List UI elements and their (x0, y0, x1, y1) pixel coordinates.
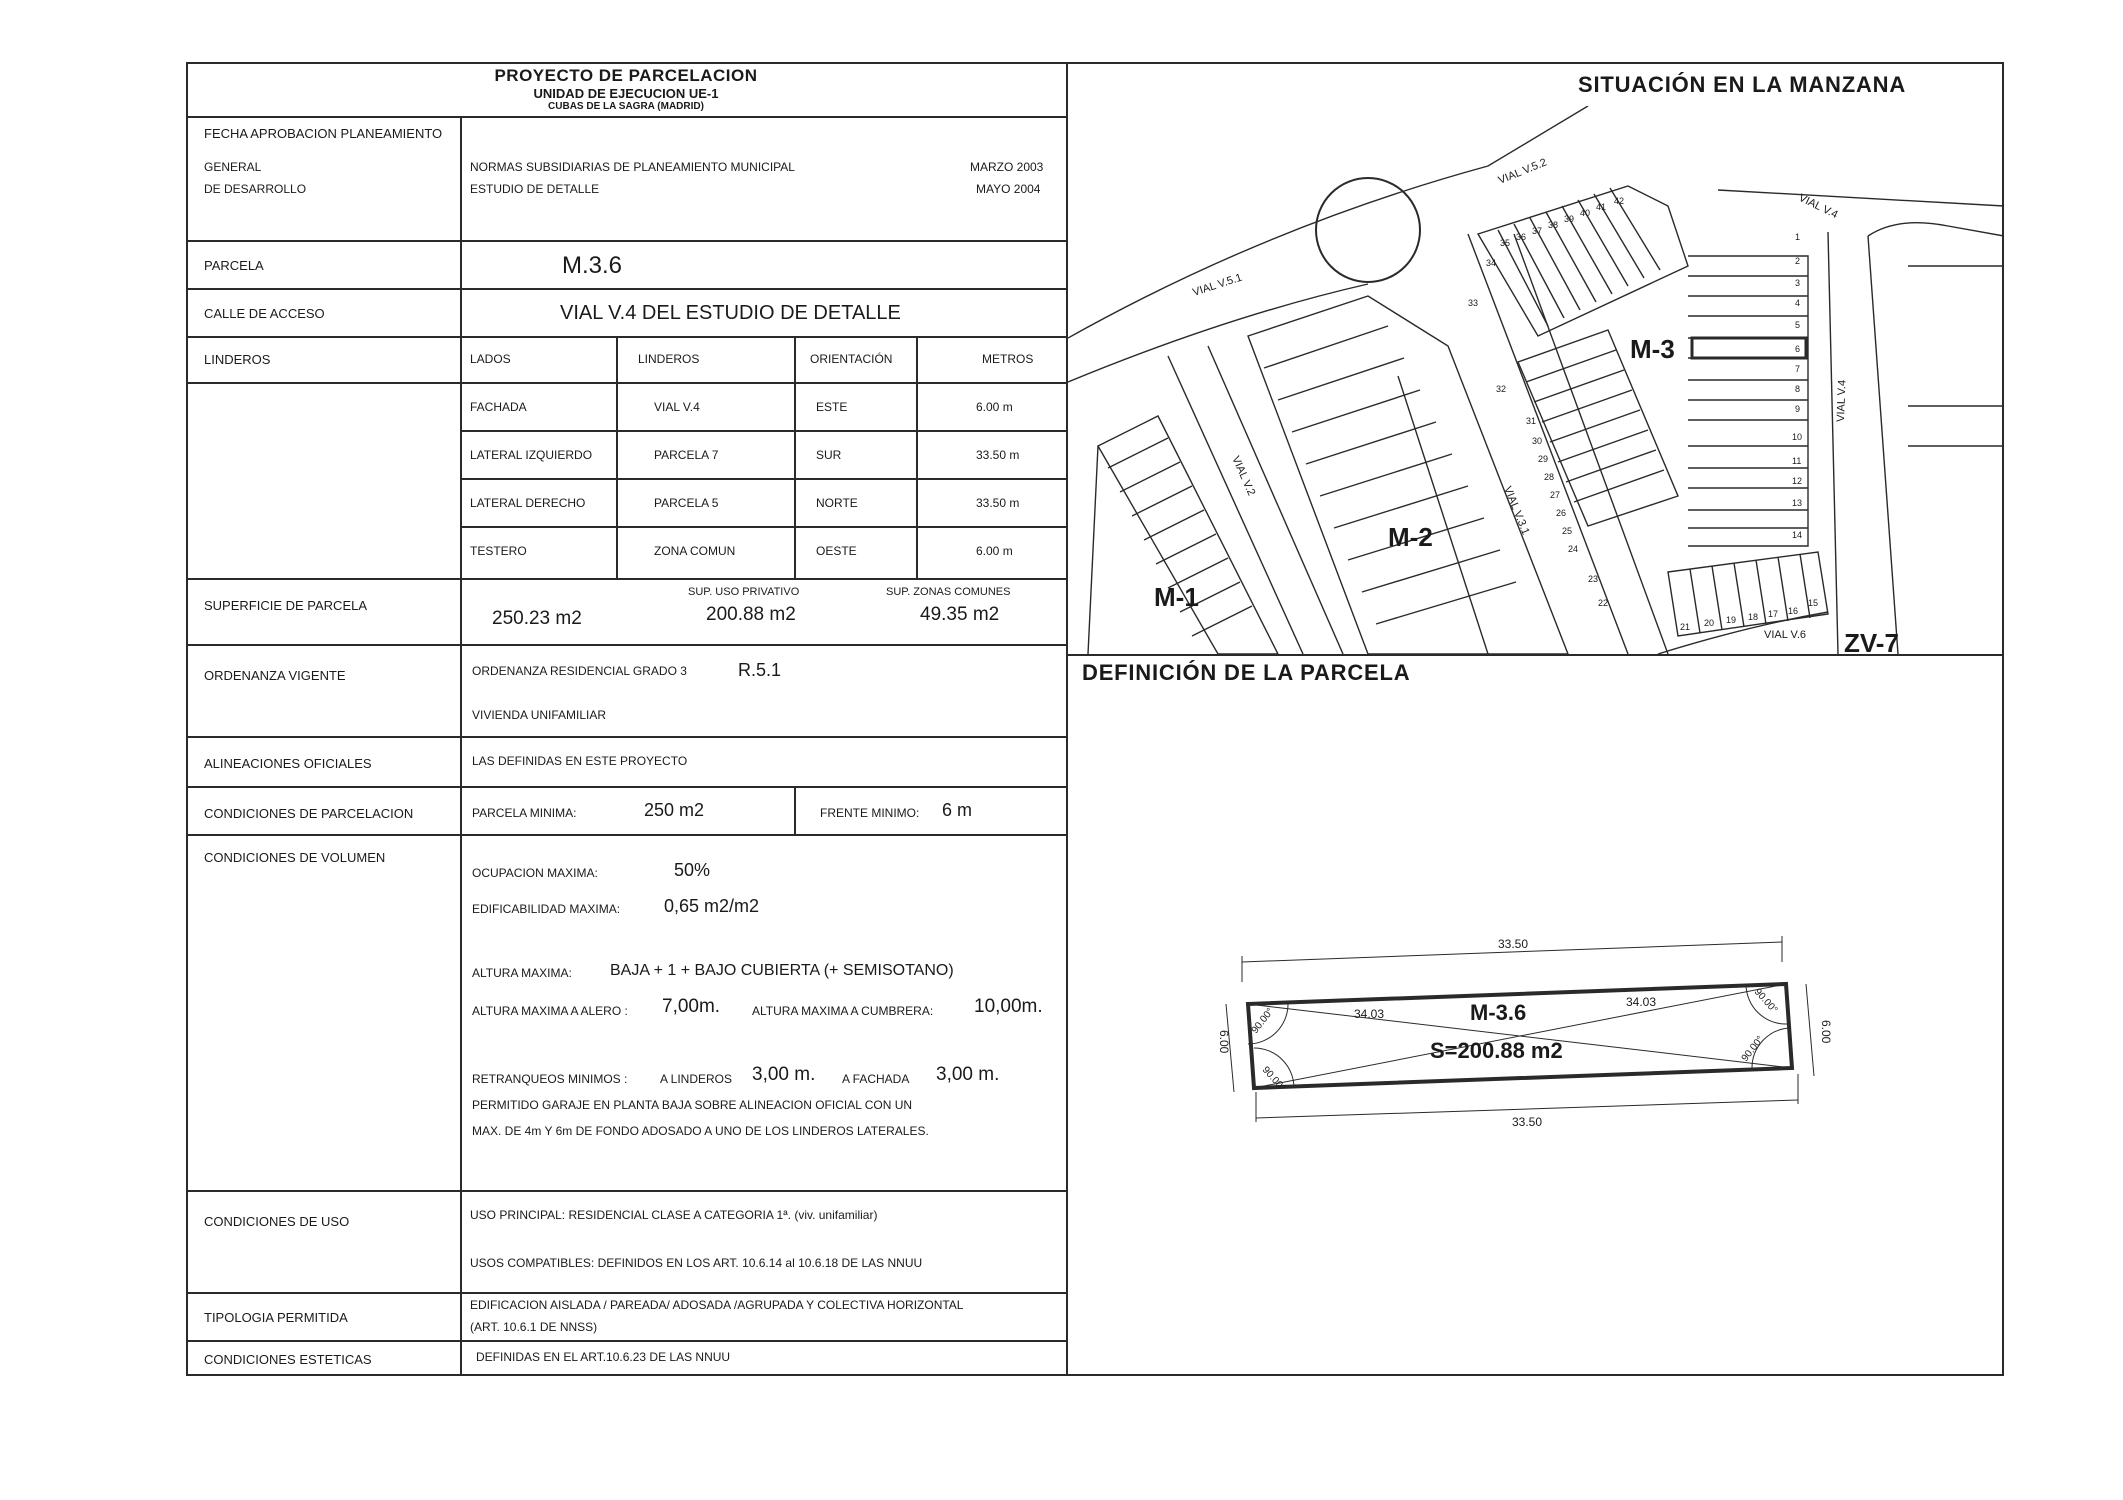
lot-28: 28 (1544, 472, 1555, 482)
linderos-line-3 (460, 526, 1066, 528)
retranqueo-fachada-value: 3,00 m. (936, 1064, 1000, 1085)
lot-31: 31 (1526, 416, 1537, 426)
row-acceso (186, 290, 1066, 338)
retranqueos-label: RETRANQUEOS MINIMOS : (472, 1072, 628, 1086)
superficie-top-line (186, 578, 1066, 580)
lot-9: 9 (1795, 404, 1801, 414)
ordenanza-label: ORDENANZA VIGENTE (204, 668, 346, 683)
superficie-total: 250.23 m2 (492, 608, 582, 629)
situacion-title: SITUACIÓN EN LA MANZANA (1578, 72, 1907, 97)
document-title: PROYECTO DE PARCELACION (494, 66, 758, 85)
retranqueo-fachada-label: A FACHADA (842, 1072, 910, 1086)
alero-label: ALTURA MAXIMA A ALERO : (472, 1004, 628, 1018)
lot-40: 40 (1580, 208, 1591, 218)
row-esteticas (186, 1342, 1066, 1376)
acceso-value: VIAL V.4 DEL ESTUDIO DE DETALLE (560, 302, 901, 324)
lindero-row-1-lado: FACHADA (470, 400, 527, 414)
lot-23: 23 (1588, 574, 1599, 584)
alero-value: 7,00m. (662, 996, 721, 1017)
dim-bottom-label: 33.50 (1512, 1115, 1543, 1129)
linderos-header-lados: LADOS (470, 352, 511, 366)
parcela-minima-value: 250 m2 (644, 800, 705, 820)
col-divider (460, 1192, 462, 1292)
linderos-header-linderos: LINDEROS (638, 352, 700, 366)
lindero-row-4-lindero: ZONA COMUN (654, 544, 736, 558)
lindero-row-3-orientacion: NORTE (816, 496, 858, 510)
col-divider (460, 290, 462, 336)
row-alineaciones (186, 738, 1066, 788)
parcela-minima-label: PARCELA MINIMA: (472, 806, 577, 820)
lot-24: 24 (1568, 544, 1579, 554)
lot-34: 34 (1486, 258, 1497, 268)
block-m2-label: M-2 (1388, 522, 1433, 552)
frente-minimo-label: FRENTE MINIMO: (820, 806, 920, 820)
superficie-comunes-label: SUP. ZONAS COMUNES (886, 586, 1011, 598)
row-parcelacion (186, 788, 1066, 836)
situacion-map (1068, 106, 2004, 654)
m3-right-parcels (1688, 256, 1808, 546)
lindero-row-4-lado: TESTERO (470, 544, 527, 558)
m2-parcels (1248, 296, 1568, 654)
volumen-label: CONDICIONES DE VOLUMEN (204, 850, 386, 865)
row-uso (186, 1192, 1066, 1294)
vial-v4-curve (1868, 223, 2004, 236)
parcel-area: S=200.88 m2 (1430, 1038, 1563, 1063)
vial-v31-label: VIAL V.3.1 (1501, 484, 1532, 537)
lindero-row-2-lindero: PARCELA 7 (654, 448, 719, 462)
linderos-header-line (186, 382, 1066, 384)
vial-v31-edge-1 (1468, 234, 1628, 654)
lot-38: 38 (1548, 220, 1559, 230)
col-divider (460, 836, 462, 1190)
ordenanza-tipo: VIVIENDA UNIFAMILIAR (472, 708, 607, 722)
col-divider (460, 738, 462, 786)
tipologia-line-2: (ART. 10.6.1 DE NNSS) (470, 1320, 598, 1334)
col-divider (460, 646, 462, 736)
garaje-line-1: PERMITIDO GARAJE EN PLANTA BAJA SOBRE ALINEACION OFICIAL CON UN (472, 1098, 913, 1112)
lot-25: 25 (1562, 526, 1573, 536)
alineaciones-value: LAS DEFINIDAS EN ESTE PROYECTO (472, 754, 688, 768)
altura-label: ALTURA MAXIMA: (472, 966, 572, 980)
vial-v4-top (1718, 190, 2004, 206)
row-parcela (186, 242, 1066, 290)
desarrollo-date: MAYO 2004 (976, 182, 1041, 196)
row-ordenanza (186, 646, 1066, 738)
general-label: GENERAL (204, 160, 262, 174)
lindero-row-1-orientacion: ESTE (816, 400, 848, 414)
linderos-header-metros: METROS (982, 352, 1034, 366)
lot-6: 6 (1795, 344, 1801, 354)
lot-35: 35 (1500, 238, 1511, 248)
superficie-comunes: 49.35 m2 (920, 604, 1000, 625)
row-linderos (186, 338, 1066, 646)
lindero-row-3-metros: 33.50 m (976, 496, 1020, 510)
parcelacion-vline (794, 788, 796, 836)
lot-20: 20 (1704, 618, 1715, 628)
roundabout (1316, 178, 1420, 282)
block-zv7-label: ZV-7 (1844, 628, 1899, 654)
lot-42: 42 (1614, 196, 1625, 206)
col-divider (460, 1294, 462, 1340)
linderos-vline-2 (794, 338, 796, 578)
ordenanza-text: ORDENANZA RESIDENCIAL GRADO 3 (472, 664, 687, 678)
lot-3: 3 (1795, 278, 1801, 288)
lot-30: 30 (1532, 436, 1543, 446)
lot-19: 19 (1726, 615, 1737, 625)
vial-v6-label: VIAL V.6 (1764, 629, 1806, 641)
general-date: MARZO 2003 (970, 160, 1044, 174)
parcel-definition-drawing (1206, 922, 1846, 1142)
linderos-line-2 (460, 478, 1066, 480)
uso-label: CONDICIONES DE USO (204, 1214, 350, 1229)
lindero-row-1-metros: 6.00 m (976, 400, 1013, 414)
block-m1-label: M-1 (1154, 582, 1199, 612)
lot-18: 18 (1748, 612, 1759, 622)
lot-8: 8 (1795, 384, 1801, 394)
planeamiento-label: FECHA APROBACION PLANEAMIENTO (204, 126, 443, 141)
panel-divider (1066, 654, 2004, 656)
desarrollo-label: DE DESARROLLO (204, 182, 307, 196)
lindero-row-4-orientacion: OESTE (816, 544, 857, 558)
retranqueo-linderos-value: 3,00 m. (752, 1064, 816, 1085)
lot-29: 29 (1538, 454, 1549, 464)
highlighted-parcel-6 (1692, 338, 1806, 358)
edificabilidad-value: 0,65 m2/m2 (664, 896, 760, 916)
angle-label-tr: 90.00° (1751, 986, 1780, 1016)
diag-2-label: 34.03 (1626, 995, 1657, 1009)
lot-26: 26 (1556, 508, 1567, 518)
lot-32: 32 (1496, 384, 1507, 394)
desarrollo-value: ESTUDIO DE DETALLE (470, 182, 600, 196)
cumbrera-label: ALTURA MAXIMA A CUMBRERA: (752, 1004, 934, 1018)
cumbrera-value: 10,00m. (974, 996, 1043, 1017)
lot-21: 21 (1680, 622, 1691, 632)
retranqueo-linderos-label: A LINDEROS (660, 1072, 733, 1086)
document-location: CUBAS DE LA SAGRA (MADRID) (548, 101, 704, 112)
dim-line-right (1806, 984, 1814, 1076)
document-sheet (186, 62, 2004, 1376)
lot-5: 5 (1795, 320, 1801, 330)
lot-41: 41 (1596, 202, 1607, 212)
lindero-row-2-metros: 33.50 m (976, 448, 1020, 462)
m3-bottom-parcels (1668, 552, 1828, 636)
parcela-label: PARCELA (204, 258, 264, 273)
linderos-label: LINDEROS (204, 352, 271, 367)
document-subtitle: UNIDAD DE EJECUCION UE-1 (533, 86, 719, 101)
parcelacion-label: CONDICIONES DE PARCELACION (204, 806, 414, 821)
lindero-row-4-metros: 6.00 m (976, 544, 1013, 558)
ocupacion-value: 50% (674, 860, 711, 880)
col-divider (460, 116, 462, 240)
esteticas-value: DEFINIDAS EN EL ART.10.6.23 DE LAS NNUU (476, 1350, 731, 1364)
vial-v2-label: VIAL V.2 (1229, 454, 1258, 498)
col-divider (460, 242, 462, 288)
lot-14: 14 (1792, 530, 1803, 540)
road-curve (1068, 106, 1591, 338)
angle-label-tl: 90.00° (1249, 1006, 1277, 1036)
alineaciones-label: ALINEACIONES OFICIALES (204, 756, 372, 771)
angle-label-br: 90.00° (1739, 1034, 1767, 1064)
lot-22: 22 (1598, 598, 1609, 608)
vial-v2-edge-2 (1208, 346, 1343, 654)
vial-v51-label: VIAL V.5.1 (1191, 271, 1244, 299)
altura-value: BAJA + 1 + BAJO CUBIERTA (+ SEMISOTANO) (610, 962, 954, 979)
m3-bottom-numbers (1680, 598, 1818, 632)
garaje-line-2: MAX. DE 4m Y 6m DE FONDO ADOSADO A UNO DE LOS LINDEROS LATERALES. (472, 1124, 929, 1138)
superficie-privado-label: SUP. USO PRIVATIVO (688, 586, 800, 598)
parcel-name: M-3.6 (1470, 1000, 1527, 1025)
vial-v4-top-label: VIAL V.4 (1796, 191, 1840, 222)
m3-right-numbers (1792, 232, 1802, 540)
row-planeamiento (186, 116, 1066, 242)
lot-7: 7 (1795, 364, 1801, 374)
superficie-privado: 200.88 m2 (706, 604, 796, 625)
block-m3-label: M-3 (1630, 334, 1675, 364)
ocupacion-label: OCUPACION MAXIMA: (472, 866, 598, 880)
vial-v4-edge-1 (1828, 232, 1838, 654)
col-divider (460, 788, 462, 834)
frente-minimo-value: 6 m (942, 800, 973, 820)
lindero-row-1-lindero: VIAL V.4 (654, 400, 700, 414)
parcela-value: M.3.6 (562, 252, 623, 279)
vial-v4-edge-2 (1868, 236, 1898, 654)
edificabilidad-label: EDIFICABILIDAD MAXIMA: (472, 902, 621, 916)
linderos-vline-1 (616, 338, 618, 578)
lot-12: 12 (1792, 476, 1803, 486)
lot-17: 17 (1768, 609, 1779, 619)
definicion-title: DEFINICIÓN DE LA PARCELA (1082, 660, 1411, 685)
ordenanza-code: R.5.1 (738, 660, 782, 680)
linderos-header-orientacion: ORIENTACIÓN (810, 352, 893, 366)
tipologia-label: TIPOLOGIA PERMITIDA (204, 1310, 348, 1325)
lot-15: 15 (1808, 598, 1819, 608)
lot-39: 39 (1564, 214, 1575, 224)
general-value: NORMAS SUBSIDIARIAS DE PLANEAMIENTO MUNICIPAL (470, 160, 795, 174)
lot-16: 16 (1788, 606, 1799, 616)
lot-13: 13 (1792, 498, 1803, 508)
lot-11: 11 (1792, 456, 1802, 466)
dim-left-label: 6.00 (1217, 1030, 1231, 1054)
lot-37: 37 (1532, 226, 1543, 236)
lot-33: 33 (1468, 298, 1479, 308)
angle-label-bl: 90.00° (1259, 1064, 1288, 1094)
lot-4: 4 (1795, 298, 1801, 308)
linderos-line-1 (460, 430, 1066, 432)
lot-2: 2 (1795, 256, 1801, 266)
lindero-row-3-lindero: PARCELA 5 (654, 496, 719, 510)
uso-principal: USO PRINCIPAL: RESIDENCIAL CLASE A CATEGORIA 1ª. (viv. unifamiliar) (470, 1208, 878, 1222)
acceso-label: CALLE DE ACCESO (204, 306, 325, 321)
document-title-block (186, 62, 1066, 118)
superficie-label: SUPERFICIE DE PARCELA (204, 598, 368, 613)
lot-36: 36 (1516, 232, 1527, 242)
diag-1-label: 34.03 (1354, 1007, 1385, 1021)
lot-1: 1 (1795, 232, 1801, 242)
dim-top-label: 33.50 (1498, 937, 1529, 951)
col-divider (460, 1342, 462, 1376)
lindero-row-2-orientacion: SUR (816, 448, 842, 462)
lot-10: 10 (1792, 432, 1803, 442)
uso-compatibles: USOS COMPATIBLES: DEFINIDOS EN LOS ART. 10.6.14 al 10.6.18 DE LAS NNUU (470, 1256, 923, 1270)
vial-v52-label: VIAL V.5.2 (1496, 156, 1549, 187)
esteticas-label: CONDICIONES ESTETICAS (204, 1352, 372, 1367)
linderos-vline-3 (916, 338, 918, 578)
row-tipologia (186, 1294, 1066, 1342)
vial-v4-right-label: VIAL V.4 (1835, 379, 1849, 423)
tipologia-line-1: EDIFICACION AISLADA / PAREADA/ ADOSADA /AGRUPADA Y COLECTIVA HORIZONTAL (470, 1298, 964, 1312)
lindero-row-3-lado: LATERAL DERECHO (470, 496, 586, 510)
dim-right-label: 6.00 (1819, 1020, 1833, 1044)
lot-27: 27 (1550, 490, 1561, 500)
row-volumen (186, 836, 1066, 1192)
lindero-row-2-lado: LATERAL IZQUIERDO (470, 448, 593, 462)
